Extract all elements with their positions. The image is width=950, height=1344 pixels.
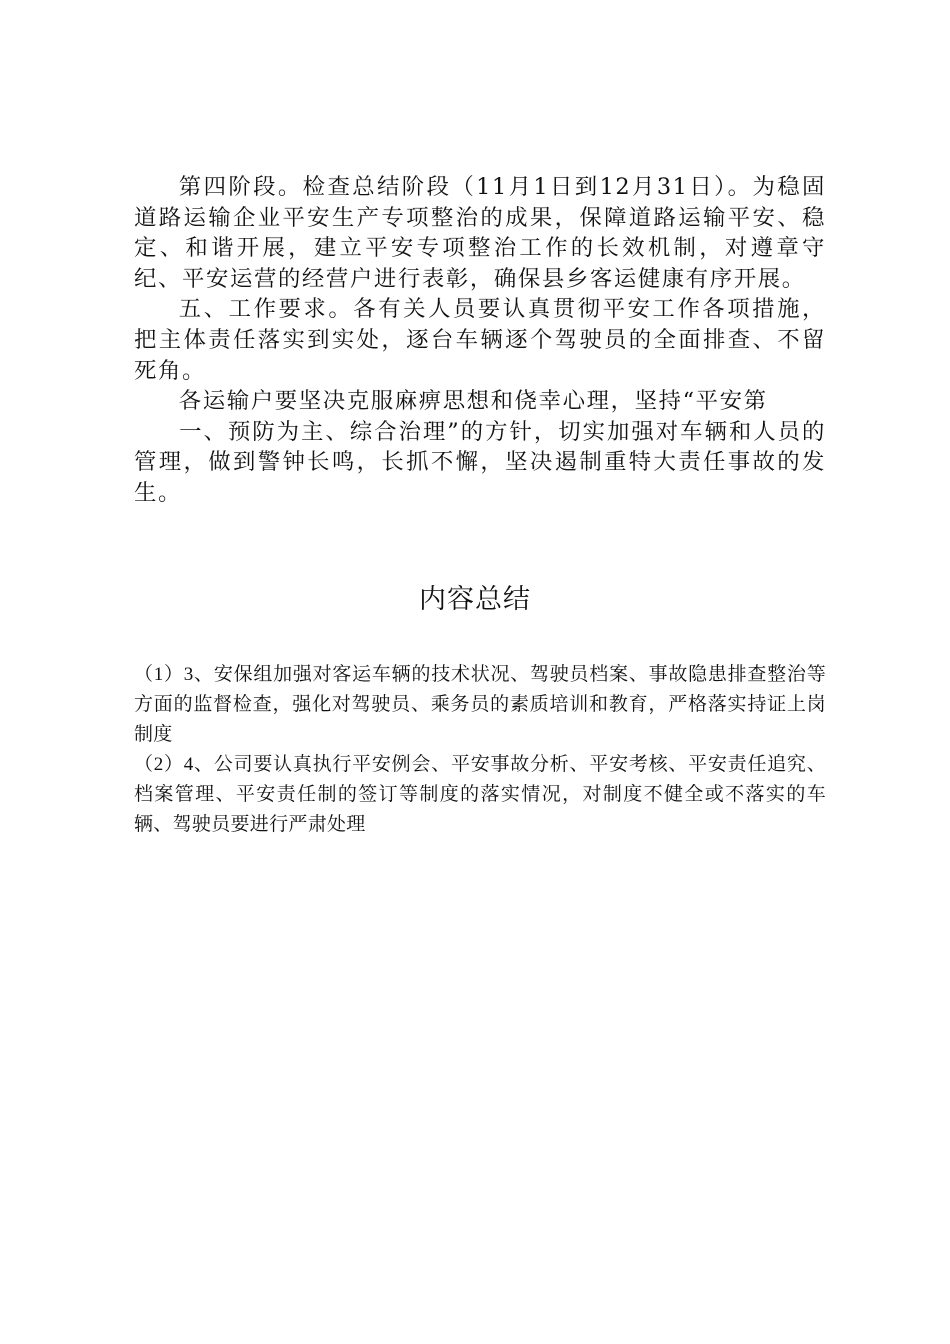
paragraph-closing-rest (134, 417, 826, 509)
summary-title: 内容总结 (419, 584, 531, 615)
paragraph-stage-four: 第四阶段。检查总结阶段（11月1日到12月31日）。为稳固道路运输企业平安生产专项整治的成果，保障道路运输平安、稳定、和谐开展，建立平安专项整治工作的长效机制，对遵章守纪、平安运营的经营户进行表彰，确保县乡客运健康有序开展。 (134, 174, 826, 292)
summary-item: （1）3、安保组加强对客运车辆的技术状况、驾驶员档案、事故隐患排查整治等方面的监督检查，强化对驾驶员、乘务员的素质培训和教育，严格落实持证上岗制度 (134, 664, 826, 745)
closing-rest-text: 一、预防为主、综合治理”的方针，切实加强对车辆和人员的管理，做到警钟长鸣，长抓不懈，坚决遏制重特大责任事故的发生。 (134, 418, 826, 506)
paragraph-closing-first-line: 各运输户要坚决克服麻痹思想和侥幸心理，坚持“平安第 (178, 388, 768, 415)
paragraph-work-requirements: 五、工作要求。各有关人员要认真贯彻平安工作各项措施，把主体责任落实到实处，逐台车辆逐个驾驶员的全面排查、不留死角。 (134, 296, 826, 384)
summary-item: （2）4、公司要认真执行平安例会、平安事故分析、平安考核、平安责任追究、档案管理、平安责任制的签订等制度的落实情况，对制度不健全或不落实的车辆、驾驶员要进行严肃处理 (134, 754, 826, 835)
summary-list (134, 660, 826, 840)
body-text (134, 172, 826, 509)
